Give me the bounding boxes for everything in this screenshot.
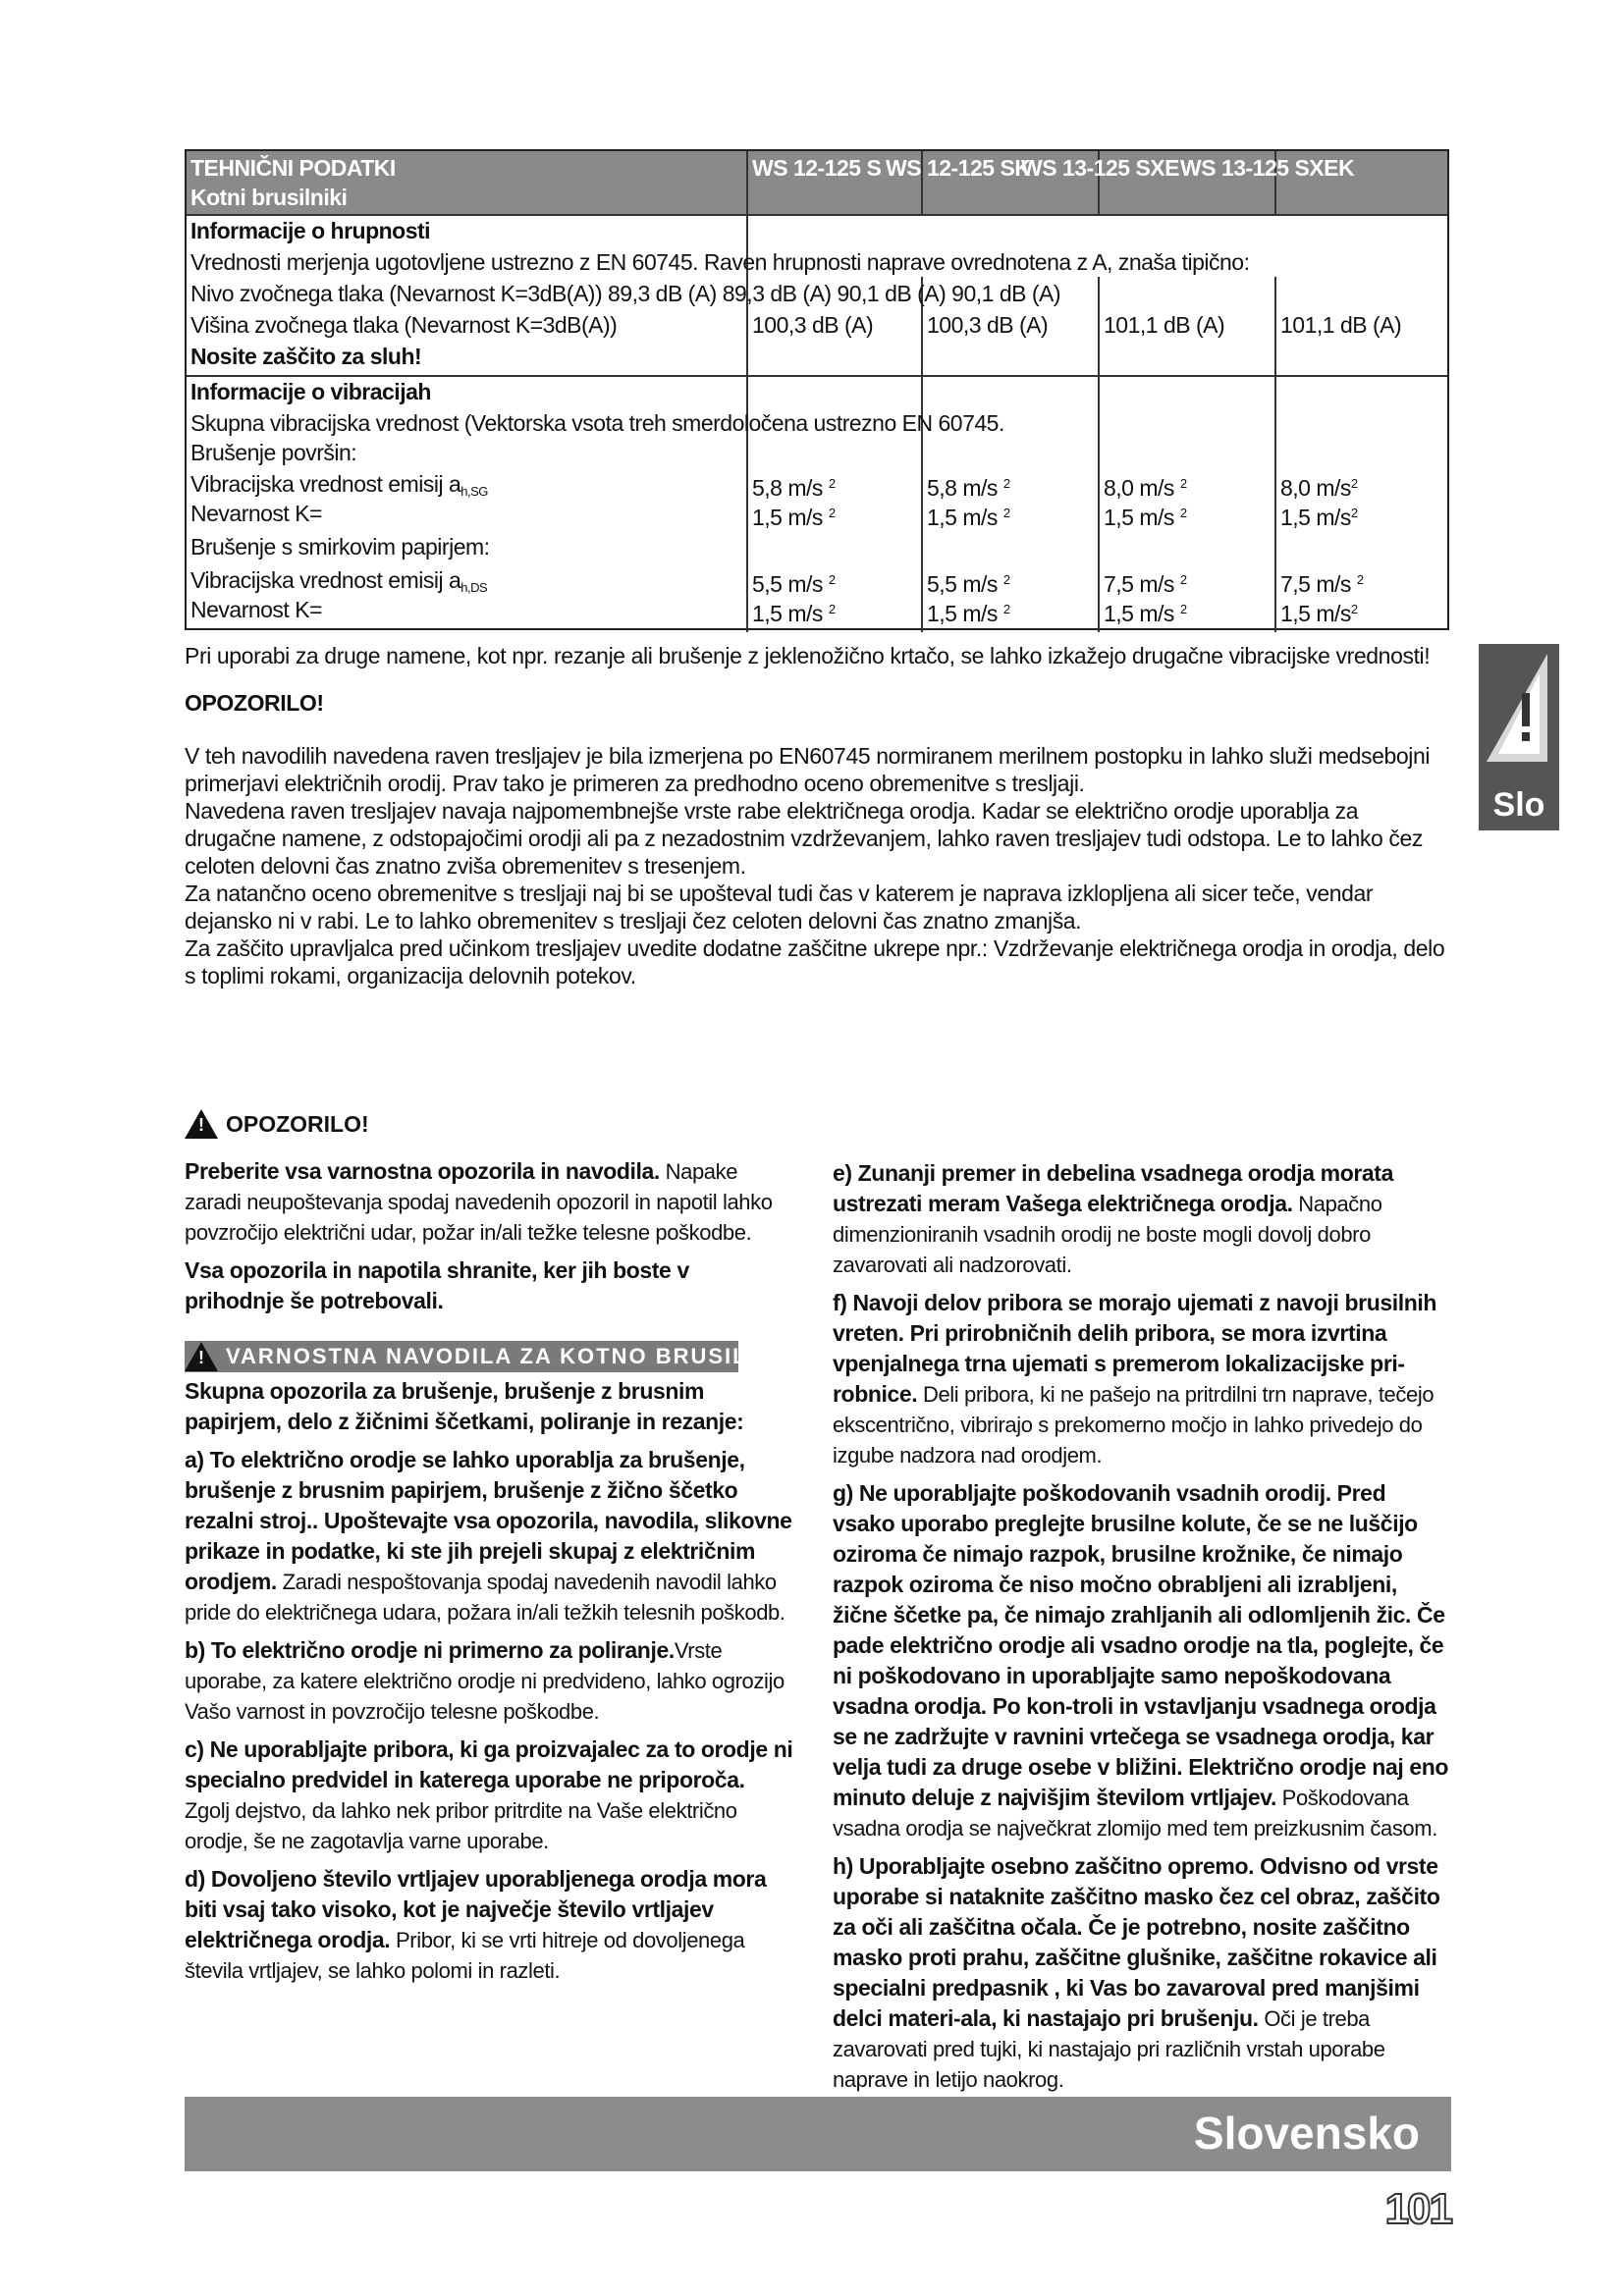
emission-label: Vibracijska vrednost emisij a <box>190 567 461 593</box>
col-divider <box>921 277 923 632</box>
unit-exp: 2 <box>1179 506 1187 520</box>
unit-exp: 2 <box>1350 602 1358 616</box>
col-divider <box>746 151 748 632</box>
noise-intro: Vrednosti merjenja ugotovljene ustrezno z EN 60745. Raven hrupnosti naprave ovrednotena z A, znaša tipično: <box>190 249 1250 275</box>
bold-text: b) To električno orodje ni primerno za poliranje. <box>185 1637 675 1663</box>
body-text: Vrste uporabe, za katere električno orodje ni predvideno, lahko ogrozijo Vašo varnost in povzročijo telesne poškodbe. <box>185 1638 785 1724</box>
unit-exp: 2 <box>1179 476 1187 491</box>
vibration-paragraphs <box>185 742 1451 989</box>
value: 1,5 m/s <box>927 601 998 626</box>
warning-icon: ! <box>185 1109 218 1139</box>
sg-risk <box>1280 499 1358 532</box>
warn-paragraph-2: Vsa opozorila in napotila shranite, ker jih boste v prihodnje še potrebovali. <box>185 1257 689 1313</box>
ds-risk <box>1280 595 1358 628</box>
ds-value <box>1280 565 1364 599</box>
value: 1,5 m/s <box>927 505 998 530</box>
ds-risk <box>1104 595 1187 628</box>
noise-heading: Informacije o hrupnosti <box>190 218 431 243</box>
bold-text: Preberite vsa varnostna opozorila in navodila. <box>185 1158 660 1184</box>
item-f <box>833 1288 1451 1470</box>
power-label: Višina zvočnega tlaka (Nevarnost K=3dB(A)) <box>190 312 618 338</box>
value: 1,5 m/s <box>752 601 823 626</box>
ds-value <box>1104 565 1187 599</box>
value: 1,5 m/s <box>1280 505 1351 530</box>
body-text: Napake zaradi neupoštevanja spodaj navedenih opozoril in napotil lahko povzročijo električni udar, požar in/ali težke telesne poškodbe. <box>185 1159 773 1245</box>
body-text: Napačno dimenzioniranih vsadnih orodij ne boste mogli dovolj dobro zavarovati ali nadzorovati. <box>833 1192 1382 1277</box>
left-column <box>185 1156 793 1324</box>
footer-bar <box>185 2097 1451 2171</box>
body-text: Deli pribora, ki ne pašejo na pritrdilni trn naprave, tečejo ekscentrično, vibrirajo s prekomerno močjo in lahko privedejo do izgube nadzora nad orodjem. <box>833 1382 1435 1468</box>
sg-value <box>1104 469 1187 503</box>
paragraph: V teh navodilih navedena raven tresljajev je bila izmerjena po EN60745 normiranem merilnem postopku in lahko služi medsebojni primerjavi električnih orodij. Prav tako je primeren za predhodno oceno obremenitve s tresljaji. <box>185 743 1431 796</box>
bold-text: c) Ne uporabljajte pribora, ki ga proizvajalec za to orodje ni specialno predvidel in katerega uporabe ne priporoča. <box>185 1736 793 1792</box>
body-text: Poškodovana vsadna orodja se največkrat zlomijo med tem preizkusnim časom. <box>833 1786 1437 1841</box>
hearing-protection: Nosite zaščito za sluh! <box>190 344 422 369</box>
value: 1,5 m/s <box>1104 505 1174 530</box>
unit-exp: 2 <box>1002 476 1010 491</box>
ds-value <box>752 565 836 599</box>
unit-exp: 2 <box>1350 506 1358 520</box>
sg-risk <box>1104 499 1187 532</box>
unit-exp: 2 <box>1179 572 1187 587</box>
sand-label: Brušenje s smirkovim papirjem: <box>190 534 490 560</box>
item-d <box>185 1864 793 1986</box>
body-text: Pribor, ki se vrti hitreje od dovoljenega števila vrtljajev, se lahko polomi in razleti. <box>185 1928 745 1983</box>
paragraph: Navedena raven tresljajev navaja najpomembnejše vrste rabe električnega orodja. Kadar se električno orodje uporablja za drugačne namene, z odstopajočimi orodji ali pa z nezadostnim vzdrževanjem, lahko raven tresljajev tudi odstopa. Le to lahko čez celoten delovni čas znatno zviša obremenitev s tresenjem. <box>185 798 1423 879</box>
emission-subscript: h,SG <box>460 484 488 499</box>
sg-value <box>927 469 1010 503</box>
language-side-tab <box>1479 644 1559 830</box>
value: 8,0 m/s <box>1280 475 1351 501</box>
side-tab-label: Slo <box>1492 786 1545 824</box>
warning-icon: ! <box>185 1342 218 1371</box>
power-value: 100,3 dB (A) <box>752 312 874 338</box>
technical-data-table <box>185 149 1449 630</box>
pressure-row: Nivo zvočnega tlaka (Nevarnost K=3dB(A)) 89,3 dB (A) 89,3 dB (A) 90,1 dB (A) 90,1 dB (A) <box>190 281 1061 306</box>
sg-risk <box>752 499 836 532</box>
model-2: WS 12-125 SK <box>886 155 1031 181</box>
risk-label: Nevarnost K= <box>190 501 322 526</box>
left-column-items <box>185 1376 793 1994</box>
sg-value <box>752 469 836 503</box>
table-title: TEHNIČNI PODATKI <box>190 155 396 181</box>
unit-exp: 2 <box>828 506 836 520</box>
surface-label: Brušenje površin: <box>190 440 357 465</box>
vibration-intro: Skupna vibracijska vrednost (Vektorska vsota treh smerdoločena ustrezno EN 60745. <box>190 410 1004 436</box>
bold-text: h) Uporabljajte osebno zaščitno opremo. Odvisno od vrste uporabe si nataknite zaščitno masko čez cel obraz, zaščito za oči ali zaščitna očala. Če je potrebno, nosite zaščitno masko proti prahu, zaščitne glušnike, zaščitne rokavice ali specialni predpasnik , ki Vas bo zavaroval pred manjšimi delci materi-ala, ki nastajajo pri brušenju. <box>833 1853 1440 2031</box>
value: 5,5 m/s <box>752 571 823 597</box>
warning-header <box>185 1109 369 1139</box>
bold-text: e) Zunanji premer in debelina vsadnega orodja morata ustrezati meram Vašega električnega orodja. <box>833 1160 1393 1216</box>
sg-risk <box>927 499 1010 532</box>
value: 1,5 m/s <box>1104 601 1174 626</box>
unit-exp: 2 <box>1002 602 1010 616</box>
value: 1,5 m/s <box>1280 601 1351 626</box>
warning-triangle-icon <box>1479 644 1559 772</box>
value: 7,5 m/s <box>1104 571 1174 597</box>
value: 8,0 m/s <box>1104 475 1174 501</box>
value: 5,5 m/s <box>927 571 998 597</box>
ds-risk <box>927 595 1010 628</box>
value: 7,5 m/s <box>1280 571 1351 597</box>
item-b <box>185 1635 793 1727</box>
paragraph: Za zaščito upravljalca pred učinkom tresljajev uvedite dodatne zaščitne ukrepe npr.: Vzdrževanje električnega orodja in orodja, delo s toplimi rokami, organizacija delovnih potekov. <box>185 935 1445 988</box>
vibration-heading: Informacije o vibracijah <box>190 379 431 404</box>
body-text: Zgolj dejstvo, da lahko nek pribor pritrdite na Vaše električno orodje, še ne zagotavlja varne uporabe. <box>185 1798 737 1853</box>
ds-value <box>927 565 1010 599</box>
warn-paragraph-1 <box>185 1156 793 1248</box>
col-divider <box>1274 277 1276 632</box>
value: 5,8 m/s <box>752 475 823 501</box>
bold-text: g) Ne uporabljajte poškodovanih vsadnih orodij. Pred vsako uporabo preglejte brusilne kolute, če se ne luščijo oziroma če nimajo razpok, brusilne krožnike, če nimajo razpok oziroma če niso močno obrabljeni ali izrabljeni, žične ščetke pa, če nimajo zrahljanih ali odlomljenih žic. Če pade električno orodje ali vsadno orodje na tla, poglejte, če ni poškodovano in uporabljajte samo nepoškodovana vsadna orodja. Po kon-troli in vstavljanju vsadnega orodja se ne zadržujte v ravnini vrtečega se vsadnega orodja, kar velja tudi za druge osebe v bližini. Električno orodje naj eno minuto deluje z najvišjim številom vrtljajev. <box>833 1480 1449 1810</box>
footer-language: Slovensko <box>1193 2108 1420 2159</box>
unit-exp: 2 <box>1356 572 1364 587</box>
body-text: Zaradi nespoštovanja spodaj navedenih navodil lahko pride do električnega udara, požara in/ali težkih telesnih poškodb. <box>185 1570 785 1625</box>
item-e <box>833 1158 1451 1280</box>
bold-text: a) To električno orodje se lahko uporablja za brušenje, brušenje z brusnim papirjem, brušenje z žično ščetko rezalni stroj.. Upoštevajte vsa opozorila, navodila, slikovne prikaze in podatke, ki ste jih prejeli skupaj z električnim orodjem. <box>185 1447 792 1594</box>
unit-exp: 2 <box>1002 506 1010 520</box>
unit-exp: 2 <box>828 476 836 491</box>
item-g <box>833 1478 1451 1843</box>
item-c <box>185 1735 793 1856</box>
table-subtitle: Kotni brusilniki <box>190 185 348 210</box>
model-1: WS 12-125 S <box>752 155 882 181</box>
warning-header-text: OPOZORILO! <box>226 1110 369 1137</box>
power-value: 101,1 dB (A) <box>1104 312 1225 338</box>
item-h <box>833 1851 1451 2095</box>
bold-text: f) Navoji delov pribora se morajo ujemati z navoji brusilnih vreten. Pri prirobničnih delih pribora, se mora izvrtina vpenjalnega trna ujemati s premerom lokalizacijske pri-robnice. <box>833 1290 1437 1407</box>
safety-header-text: VARNOSTNA NAVODILA ZA KOTNO BRUSILKO <box>226 1344 785 1368</box>
unit-exp: 2 <box>1002 572 1010 587</box>
power-value: 100,3 dB (A) <box>927 312 1049 338</box>
value: 1,5 m/s <box>752 505 823 530</box>
page-number: 101 <box>1384 2185 1451 2233</box>
unit-exp: 2 <box>828 602 836 616</box>
unit-exp: 2 <box>1350 476 1358 491</box>
opozorilo-heading: OPOZORILO! <box>185 690 324 716</box>
sg-value <box>1280 469 1358 503</box>
right-column <box>833 1158 1451 2103</box>
unit-exp: 2 <box>828 572 836 587</box>
bold-text: d) Dovoljeno število vrtljajev uporabljenega orodja mora biti vsaj tako visoko, kot je največje število vrtljajev električnega orodja. <box>185 1866 767 1952</box>
value: 5,8 m/s <box>927 475 998 501</box>
paragraph: Za natančno oceno obremenitve s tresljaji naj bi se upošteval tudi čas v katerem je naprava izklopljena ali sicer teče, vendar dejansko ni v rabi. Le to lahko obremenitev s tresljaji čez celoten delovni čas znatno zmanjša. <box>185 881 1374 934</box>
ds-risk <box>752 595 836 628</box>
power-value: 101,1 dB (A) <box>1280 312 1402 338</box>
emission-subscript: h,DS <box>460 580 488 595</box>
item-a <box>185 1445 793 1628</box>
safety-intro: Skupna opozorila za brušenje, brušenje z brusnim papirjem, delo z žičnimi ščetkami, poliranje in rezanje: <box>185 1378 744 1434</box>
model-4: WS 13-125 SXEK <box>1180 155 1355 181</box>
unit-exp: 2 <box>1179 602 1187 616</box>
safety-header <box>185 1341 785 1372</box>
vibration-note: Pri uporabi za druge namene, kot npr. rezanje ali brušenje z jeklenožično krtačo, se lahko izkažejo drugačne vibracijske vrednosti! <box>185 643 1431 668</box>
risk-label: Nevarnost K= <box>190 597 322 622</box>
col-divider <box>1098 277 1100 632</box>
emission-label: Vibracijska vrednost emisij a <box>190 471 461 497</box>
body-text: Oči je treba zavarovati pred tujki, ki nastajajo pri različnih vrstah uporabe naprave in letijo naokrog. <box>833 2006 1385 2092</box>
model-3: WS 13-125 SXE <box>1021 155 1179 181</box>
